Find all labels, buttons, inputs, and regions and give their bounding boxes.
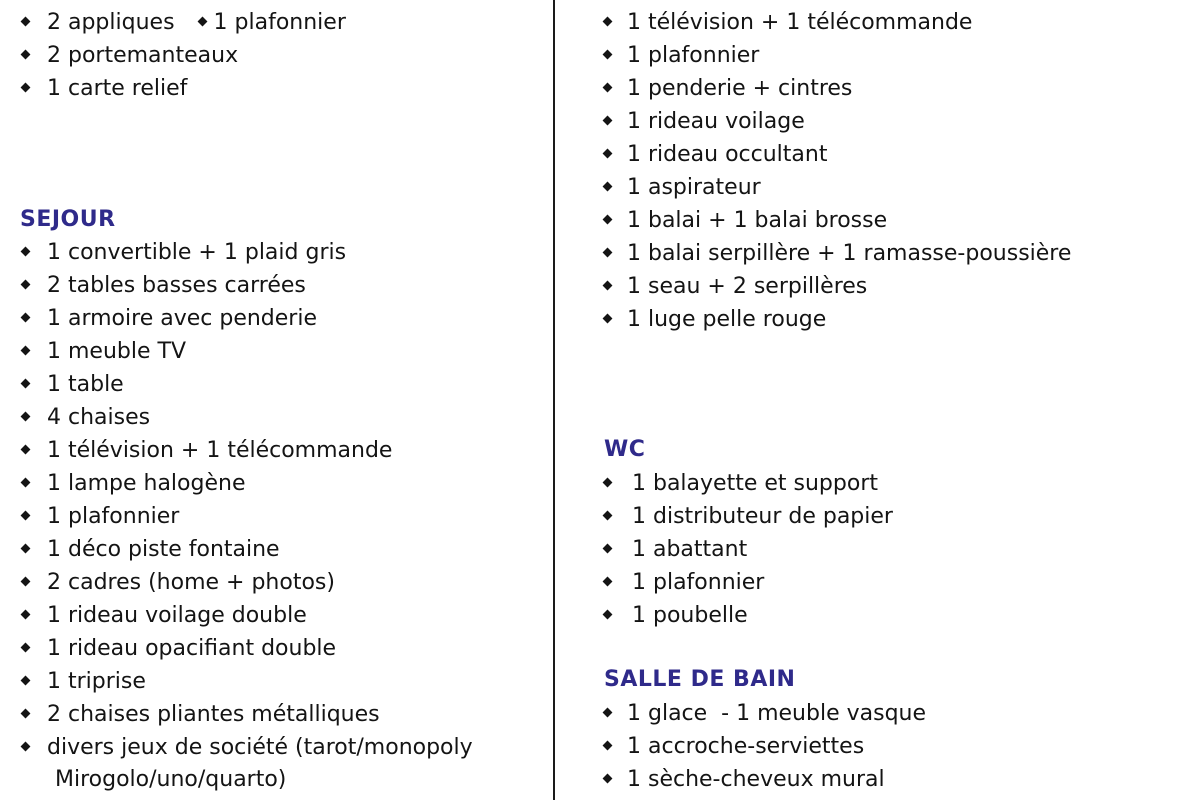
bullet-icon <box>21 643 31 653</box>
list-item-label: 1 table <box>47 372 124 397</box>
section-heading-sejour: SEJOUR <box>20 207 116 232</box>
list-item-label: 1 seau + 2 serpillères <box>627 274 868 299</box>
column-divider <box>553 0 555 800</box>
bullet-icon <box>21 478 31 488</box>
list-item-label: 1 plafonnier <box>632 570 765 595</box>
bullet-icon <box>21 379 31 389</box>
bullet-icon <box>197 17 207 27</box>
bullet-icon <box>603 83 613 93</box>
bullet-icon <box>21 610 31 620</box>
bullet-icon <box>21 742 31 752</box>
bullet-icon <box>21 50 31 60</box>
bullet-icon <box>21 83 31 93</box>
bullet-icon <box>21 313 31 323</box>
list-item-label: 1 luge pelle rouge <box>627 307 827 332</box>
bullet-icon <box>603 511 613 521</box>
bullet-icon <box>21 676 31 686</box>
list-item-label: 1 déco piste fontaine <box>47 537 280 562</box>
section-heading-wc: WC <box>604 437 646 462</box>
list-item-label: divers jeux de société (tarot/monopoly <box>47 735 473 760</box>
bullet-icon <box>603 544 613 554</box>
bullet-icon <box>21 511 31 521</box>
list-item-label: 1 balai + 1 balai brosse <box>627 208 888 233</box>
list-item-label: 1 lampe halogène <box>47 471 246 496</box>
bullet-icon <box>603 248 613 258</box>
list-item-label: 2 tables basses carrées <box>47 273 306 298</box>
bullet-icon <box>603 149 613 159</box>
bullet-icon <box>603 50 613 60</box>
bullet-icon <box>603 577 613 587</box>
bullet-icon <box>603 478 613 488</box>
bullet-icon <box>21 17 31 27</box>
bullet-icon <box>603 741 613 751</box>
list-item-label: 1 plafonnier <box>627 43 760 68</box>
bullet-icon <box>21 709 31 719</box>
list-item-label: 1 convertible + 1 plaid gris <box>47 240 347 265</box>
list-item-label: 1 balayette et support <box>632 471 878 496</box>
list-item-label: 1 penderie + cintres <box>627 76 853 101</box>
bullet-icon <box>21 280 31 290</box>
list-item-label: 1 rideau voilage double <box>47 603 307 628</box>
list-item-label: 2 chaises pliantes métalliques <box>47 702 380 727</box>
bullet-icon <box>603 610 613 620</box>
list-item-label: 1 télévision + 1 télécommande <box>47 438 393 463</box>
bullet-icon <box>21 577 31 587</box>
bullet-icon <box>21 247 31 257</box>
list-item-label: 1 abattant <box>632 537 748 562</box>
bullet-icon <box>603 215 613 225</box>
list-item-label: 1 meuble TV <box>47 339 186 364</box>
list-item-label: 2 cadres (home + photos) <box>47 570 335 595</box>
bullet-icon <box>21 445 31 455</box>
bullet-icon <box>603 708 613 718</box>
bullet-icon <box>603 17 613 27</box>
list-item-label: 1 distributeur de papier <box>632 504 893 529</box>
bullet-icon <box>603 314 613 324</box>
bullet-icon <box>603 774 613 784</box>
list-item-label: 1 télévision + 1 télécommande <box>627 10 973 35</box>
list-item-label: 1 triprise <box>47 669 146 694</box>
list-item-label: 1 sèche-cheveux mural <box>627 767 885 792</box>
list-item-continuation: Mirogolo/uno/quarto) <box>55 767 287 792</box>
list-item-label: 2 appliques <box>47 10 175 35</box>
list-item-label: 1 accroche-serviettes <box>627 734 865 759</box>
bullet-icon <box>21 412 31 422</box>
list-item-label: 1 rideau voilage <box>627 109 805 134</box>
bullet-icon <box>21 544 31 554</box>
list-item-label: 1 rideau opacifiant double <box>47 636 337 661</box>
bullet-icon <box>21 346 31 356</box>
list-item-label: 1 plafonnier <box>47 504 180 529</box>
list-item-label: 4 chaises <box>47 405 151 430</box>
list-item-label: 1 balai serpillère + 1 ramasse-poussière <box>627 241 1072 266</box>
list-item-label: 1 armoire avec penderie <box>47 306 317 331</box>
list-item-label: 1 aspirateur <box>627 175 761 200</box>
section-heading-salle-de-bain: SALLE DE BAIN <box>604 667 796 692</box>
list-item-label: 1 plafonnier <box>213 10 346 35</box>
list-item-label: 2 portemanteaux <box>47 43 239 68</box>
list-item-label: 1 poubelle <box>632 603 748 628</box>
list-item-label: 1 rideau occultant <box>627 142 828 167</box>
bullet-icon <box>603 281 613 291</box>
list-item-label: 1 carte relief <box>47 76 188 101</box>
bullet-icon <box>603 182 613 192</box>
bullet-icon <box>603 116 613 126</box>
list-item-label: 1 glace - 1 meuble vasque <box>627 701 927 726</box>
